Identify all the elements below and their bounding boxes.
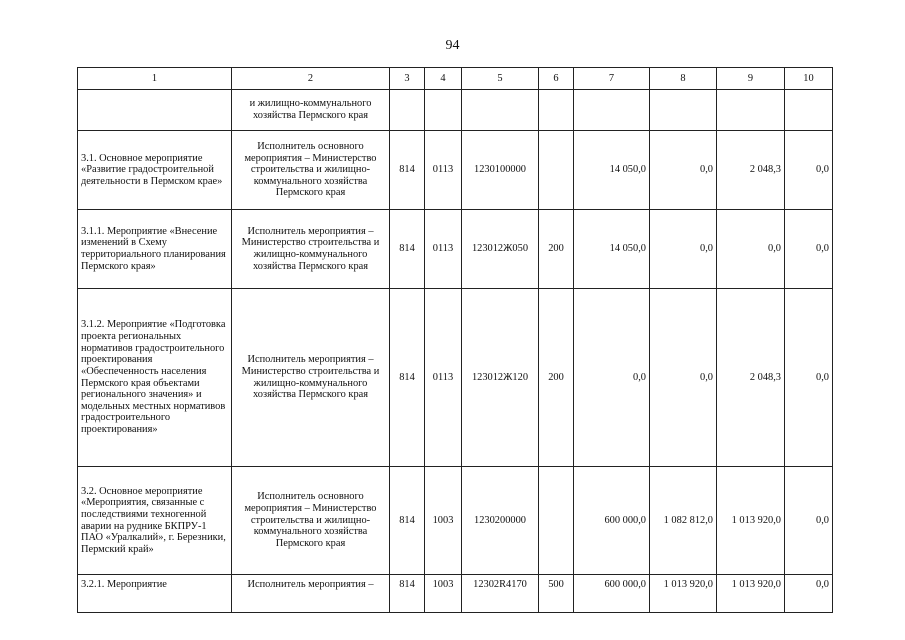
header-cell: 8 [650, 68, 717, 90]
header-cell: 7 [574, 68, 650, 90]
section-cell: 0113 [425, 289, 462, 467]
amount-cell: 1 013 920,0 [650, 575, 717, 613]
header-cell: 1 [78, 68, 232, 90]
executor-cell: и жилищно-коммунального хозяйства Пермского края [232, 90, 390, 131]
section-cell: 0113 [425, 131, 462, 210]
amount-cell: 0,0 [650, 210, 717, 289]
amount-cell [650, 90, 717, 131]
csr-cell: 12302R4170 [462, 575, 539, 613]
amount-cell: 0,0 [785, 289, 833, 467]
grbs-cell: 814 [390, 210, 425, 289]
header-cell: 9 [717, 68, 785, 90]
vr-cell [539, 90, 574, 131]
vr-cell: 200 [539, 210, 574, 289]
budget-table [77, 67, 833, 613]
vr-cell [539, 467, 574, 575]
amount-cell: 1 082 812,0 [650, 467, 717, 575]
event-name-cell: 3.1.1. Мероприятие «Внесение изменений в Схему территориального планирования Пермского края» [78, 210, 232, 289]
amount-cell: 14 050,0 [574, 131, 650, 210]
vr-cell: 500 [539, 575, 574, 613]
event-name-cell: 3.2.1. Мероприятие [78, 575, 232, 613]
grbs-cell: 814 [390, 131, 425, 210]
amount-cell: 2 048,3 [717, 289, 785, 467]
event-name-cell: 3.1.2. Мероприятие «Подготовка проекта региональных нормативов градостроительного проектирования «Обеспеченность населения Пермского края объектами регионального значения» и модельных местных нормативов градостроительного проектирования» [78, 289, 232, 467]
table-row [78, 467, 833, 575]
amount-cell: 0,0 [717, 210, 785, 289]
csr-cell: 1230100000 [462, 131, 539, 210]
executor-cell: Исполнитель мероприятия – Министерство строительства и жилищно-коммунального хозяйства Пермского края [232, 210, 390, 289]
amount-cell: 600 000,0 [574, 575, 650, 613]
amount-cell: 0,0 [650, 289, 717, 467]
csr-cell: 1230200000 [462, 467, 539, 575]
amount-cell: 14 050,0 [574, 210, 650, 289]
header-cell: 2 [232, 68, 390, 90]
header-cell: 6 [539, 68, 574, 90]
amount-cell: 1 013 920,0 [717, 575, 785, 613]
amount-cell: 0,0 [785, 131, 833, 210]
csr-cell: 123012Ж050 [462, 210, 539, 289]
amount-cell [785, 90, 833, 131]
header-cell: 5 [462, 68, 539, 90]
executor-cell: Исполнитель основного мероприятия – Министерство строительства и жилищно-коммунального хозяйства Пермского края [232, 467, 390, 575]
grbs-cell: 814 [390, 289, 425, 467]
section-cell: 0113 [425, 210, 462, 289]
section-cell: 1003 [425, 467, 462, 575]
executor-cell: Исполнитель мероприятия – [232, 575, 390, 613]
event-name-cell: 3.1. Основное мероприятие «Развитие градостроительной деятельности в Пермском крае» [78, 131, 232, 210]
header-cell: 10 [785, 68, 833, 90]
grbs-cell [390, 90, 425, 131]
table-row [78, 210, 833, 289]
event-name-cell: 3.2. Основное мероприятие «Мероприятия, связанные с последствиями техногенной аварии на руднике БКПРУ-1 ПАО «Уралкалий», г. Березники, Пермский край» [78, 467, 232, 575]
executor-cell: Исполнитель мероприятия – Министерство строительства и жилищно-коммунального хозяйства Пермского края [232, 289, 390, 467]
table-row [78, 90, 833, 131]
amount-cell [574, 90, 650, 131]
vr-cell: 200 [539, 289, 574, 467]
amount-cell: 0,0 [650, 131, 717, 210]
csr-cell: 123012Ж120 [462, 289, 539, 467]
page-number: 94 [445, 38, 460, 53]
event-name-cell [78, 90, 232, 131]
csr-cell [462, 90, 539, 131]
amount-cell: 600 000,0 [574, 467, 650, 575]
header-cell: 4 [425, 68, 462, 90]
table-header-row [78, 68, 833, 90]
executor-cell: Исполнитель основного мероприятия – Министерство строительства и жилищно-коммунального хозяйства Пермского края [232, 131, 390, 210]
header-cell: 3 [390, 68, 425, 90]
amount-cell [717, 90, 785, 131]
amount-cell: 1 013 920,0 [717, 467, 785, 575]
section-cell [425, 90, 462, 131]
amount-cell: 0,0 [785, 575, 833, 613]
table-row [78, 575, 833, 613]
grbs-cell: 814 [390, 575, 425, 613]
amount-cell: 0,0 [785, 210, 833, 289]
vr-cell [539, 131, 574, 210]
table-row [78, 131, 833, 210]
section-cell: 1003 [425, 575, 462, 613]
table-row [78, 289, 833, 467]
amount-cell: 0,0 [785, 467, 833, 575]
amount-cell: 2 048,3 [717, 131, 785, 210]
amount-cell: 0,0 [574, 289, 650, 467]
grbs-cell: 814 [390, 467, 425, 575]
